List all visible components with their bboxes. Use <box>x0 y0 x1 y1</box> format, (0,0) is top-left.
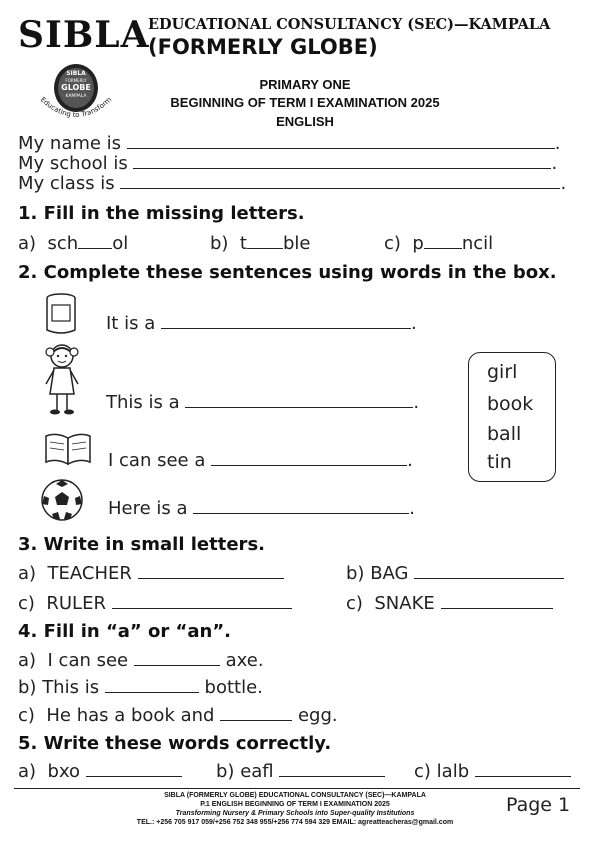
footer-line-3: Transforming Nursery & Primary Schools into Super-quality Institutions <box>175 810 415 817</box>
box-word-tin: tin <box>487 451 512 473</box>
q5-item-a <box>18 761 182 782</box>
brand-title: SIBLA <box>18 14 150 56</box>
name-label: My name is <box>18 133 122 154</box>
q3-d-word: SNAKE <box>374 593 435 614</box>
q4-item-a <box>18 650 264 671</box>
school-label: My school is <box>18 153 128 174</box>
name-blank[interactable] <box>127 134 555 149</box>
q5-a-letter: a) <box>18 761 37 782</box>
q2-s2-text: This is a <box>106 392 180 413</box>
footer-rule <box>14 788 580 789</box>
q1-a-blank[interactable] <box>78 236 112 249</box>
q2-s3-end: . <box>407 450 413 471</box>
q1-a-letter: a) <box>18 233 37 254</box>
q2-s3-text: I can see a <box>108 450 206 471</box>
q3-d-letter: c) <box>346 593 363 614</box>
logo-motto-text: Educating to Transform <box>38 95 114 120</box>
q2-s4-end: . <box>409 498 416 519</box>
q3-item-a <box>18 563 284 584</box>
q4-item-b <box>18 677 263 698</box>
box-word-book: book <box>487 393 534 415</box>
q2-s3-blank[interactable] <box>211 453 407 466</box>
q4-a-after: axe. <box>225 650 264 671</box>
box-word-girl: girl <box>487 361 518 383</box>
q2-s1-text: It is a <box>106 313 156 334</box>
q2-sentence-1 <box>106 313 417 334</box>
q3-title: 3. Write in small letters. <box>18 534 265 555</box>
q4-c-blank[interactable] <box>220 708 292 721</box>
q3-item-b <box>346 563 564 584</box>
q4-c-after: egg. <box>297 705 338 726</box>
q4-b-letter: b) <box>18 677 37 698</box>
logo-top-text: SIBLA <box>66 70 86 77</box>
q1-item-a <box>18 233 128 254</box>
q1-b-blank[interactable] <box>247 236 283 249</box>
formerly-title: (FORMERLY GLOBE) <box>148 35 378 59</box>
q5-title: 5. Write these words correctly. <box>18 733 332 754</box>
box-word-ball: ball <box>487 423 522 445</box>
q1-a-before: sch <box>47 233 79 254</box>
q2-sentence-2 <box>106 392 419 413</box>
q5-b-word: eafl <box>240 761 274 782</box>
q3-d-blank[interactable] <box>441 596 553 609</box>
q4-b-after: bottle. <box>204 677 263 698</box>
q3-c-letter: c) <box>18 593 35 614</box>
q1-title: 1. Fill in the missing letters. <box>18 203 305 224</box>
q2-s4-blank[interactable] <box>193 501 409 514</box>
q2-s2-end: . <box>413 392 420 413</box>
q4-title: 4. Fill in “a” or “an”. <box>18 621 231 642</box>
subject-line: ENGLISH <box>276 114 334 129</box>
school-field <box>18 153 557 174</box>
q1-c-letter: c) <box>384 233 401 254</box>
q5-c-letter: c) <box>414 761 431 782</box>
school-blank[interactable] <box>133 154 551 169</box>
q4-item-c <box>18 705 338 726</box>
logo-globe-text: GLOBE <box>61 83 91 92</box>
name-field <box>18 133 561 154</box>
word-box <box>468 352 556 482</box>
q5-b-blank[interactable] <box>279 764 385 777</box>
q1-b-letter: b) <box>210 233 229 254</box>
q3-c-word: RULER <box>46 593 106 614</box>
q4-a-before: I can see <box>47 650 129 671</box>
q1-c-before: p <box>412 233 424 254</box>
q3-a-word: TEACHER <box>47 563 132 584</box>
q1-b-before: t <box>239 233 247 254</box>
footer-line-4: TEL.: +256 705 917 059/+256 752 348 955/+256 774 594 329 EMAIL: agreatteacheras@gmail.com <box>136 819 454 826</box>
q2-s2-blank[interactable] <box>185 395 413 408</box>
q2-s4-text: Here is a <box>108 498 188 519</box>
q4-b-blank[interactable] <box>105 680 199 693</box>
footer-line-2: P.1 ENGLISH BEGINNING OF TERM I EXAMINATION 2025 <box>200 801 390 808</box>
q4-a-blank[interactable] <box>134 653 220 666</box>
q5-c-word: lalb <box>436 761 470 782</box>
q1-a-after: ol <box>112 233 129 254</box>
q5-item-b <box>216 761 385 782</box>
q3-c-blank[interactable] <box>112 596 292 609</box>
ball-icon <box>40 478 84 522</box>
q2-title: 2. Complete these sentences using words in the box. <box>18 262 557 283</box>
q4-a-letter: a) <box>18 650 37 671</box>
girl-icon <box>40 342 84 416</box>
organization-name: EDUCATIONAL CONSULTANCY (SEC)—KAMPALA <box>148 16 551 33</box>
q4-b-before: This is <box>42 677 100 698</box>
class-end: . <box>560 173 567 194</box>
q1-b-after: ble <box>282 233 311 254</box>
class-field <box>18 173 566 194</box>
q3-item-c <box>18 593 292 614</box>
tin-icon <box>44 292 78 336</box>
book-icon <box>42 430 94 468</box>
q3-b-blank[interactable] <box>414 566 564 579</box>
logo-formerly-text: FORMERLY <box>65 78 87 83</box>
q2-s1-end: . <box>410 313 417 334</box>
footer-line-1: SIBLA (FORMERLY GLOBE) EDUCATIONAL CONSULTANCY (SEC)—KAMPALA <box>164 792 426 799</box>
q4-c-letter: c) <box>18 705 35 726</box>
q5-c-blank[interactable] <box>475 764 571 777</box>
q3-a-letter: a) <box>18 563 37 584</box>
q5-b-letter: b) <box>216 761 235 782</box>
q3-item-d <box>346 593 553 614</box>
q5-a-word: bxo <box>47 761 81 782</box>
school-end: . <box>551 153 558 174</box>
q1-item-c <box>384 233 493 254</box>
q2-sentence-4 <box>108 498 415 519</box>
q3-b-letter: b) <box>346 563 365 584</box>
q5-a-blank[interactable] <box>86 764 182 777</box>
class-line: PRIMARY ONE <box>259 77 351 92</box>
logo-kampala-text: KAMPALA <box>65 94 87 99</box>
q1-item-b <box>210 233 310 254</box>
page-number: Page 1 <box>506 794 571 816</box>
q2-sentence-3 <box>108 450 413 471</box>
school-logo <box>30 58 122 130</box>
exam-line: BEGINNING OF TERM I EXAMINATION 2025 <box>170 95 440 110</box>
name-end: . <box>554 133 561 154</box>
q2-s1-blank[interactable] <box>161 316 411 329</box>
class-blank[interactable] <box>120 174 560 189</box>
q5-item-c <box>414 761 571 782</box>
q1-c-blank[interactable] <box>424 236 462 249</box>
q4-c-before: He has a book and <box>46 705 215 726</box>
q1-c-after: ncil <box>461 233 494 254</box>
q3-b-word: BAG <box>370 563 409 584</box>
class-label: My class is <box>18 173 115 194</box>
q3-a-blank[interactable] <box>138 566 284 579</box>
